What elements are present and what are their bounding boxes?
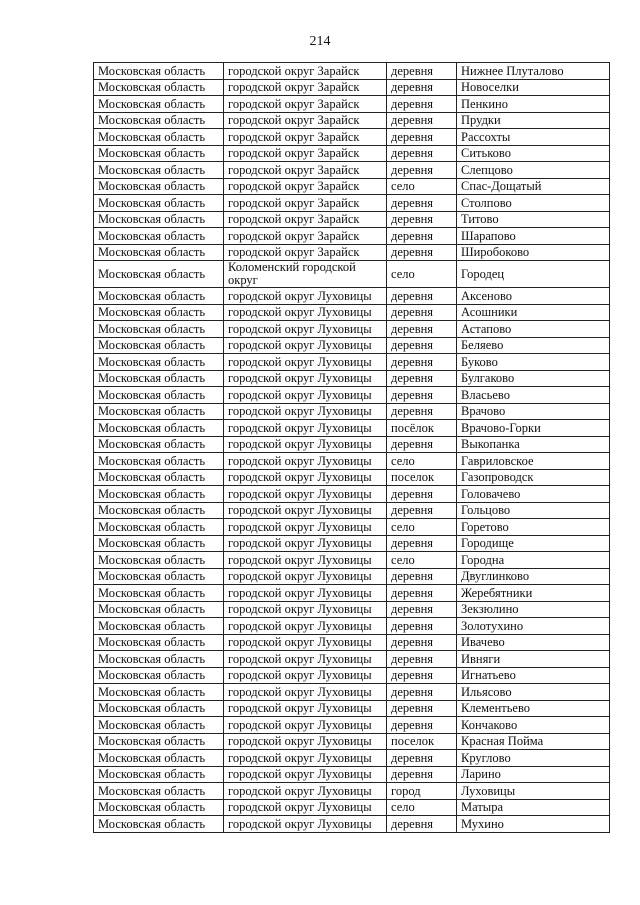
table-row: [94, 321, 610, 338]
settlement-type-cell: деревня: [387, 651, 457, 668]
region-cell: Московская область: [94, 502, 224, 519]
settlement-name-cell: Шарапово: [457, 228, 610, 245]
settlement-name-cell: Кончаково: [457, 717, 610, 734]
settlement-name-cell: Слепцово: [457, 162, 610, 179]
region-cell: Московская область: [94, 552, 224, 569]
table-row: [94, 552, 610, 569]
district-cell: городской округ Луховицы: [224, 816, 387, 833]
settlement-name-cell: Гавриловское: [457, 453, 610, 470]
settlement-type-cell: деревня: [387, 568, 457, 585]
district-cell: городской округ Луховицы: [224, 469, 387, 486]
settlement-name-cell: Горетово: [457, 519, 610, 536]
settlement-name-cell: Гольцово: [457, 502, 610, 519]
region-cell: Московская область: [94, 568, 224, 585]
district-cell: городской округ Зарайск: [224, 145, 387, 162]
table-row: [94, 469, 610, 486]
table-row: [94, 79, 610, 96]
district-cell: городской округ Зарайск: [224, 79, 387, 96]
page-number: 214: [309, 34, 331, 49]
settlement-type-cell: село: [387, 178, 457, 195]
settlement-type-cell: деревня: [387, 403, 457, 420]
table-row: [94, 585, 610, 602]
region-cell: Московская область: [94, 370, 224, 387]
settlement-type-cell: село: [387, 799, 457, 816]
district-cell: городской округ Зарайск: [224, 228, 387, 245]
region-cell: Московская область: [94, 486, 224, 503]
district-cell: городской округ Луховицы: [224, 651, 387, 668]
settlement-name-cell: Буково: [457, 354, 610, 371]
table-row: [94, 195, 610, 212]
region-cell: Московская область: [94, 354, 224, 371]
table-row: [94, 700, 610, 717]
district-cell: городской округ Луховицы: [224, 519, 387, 536]
district-cell: городской округ Луховицы: [224, 403, 387, 420]
table-row: [94, 618, 610, 635]
district-cell: городской округ Зарайск: [224, 211, 387, 228]
region-cell: Московская область: [94, 519, 224, 536]
settlement-name-cell: Клементьево: [457, 700, 610, 717]
settlement-type-cell: деревня: [387, 684, 457, 701]
table-row: [94, 799, 610, 816]
district-cell: городской округ Луховицы: [224, 684, 387, 701]
table-row: [94, 145, 610, 162]
settlement-type-cell: деревня: [387, 228, 457, 245]
region-cell: Московская область: [94, 684, 224, 701]
settlement-name-cell: Зекзюлино: [457, 601, 610, 618]
region-cell: Московская область: [94, 667, 224, 684]
settlement-type-cell: деревня: [387, 304, 457, 321]
settlement-type-cell: деревня: [387, 354, 457, 371]
region-cell: Московская область: [94, 717, 224, 734]
settlement-name-cell: Круглово: [457, 750, 610, 767]
settlement-name-cell: Пенкино: [457, 96, 610, 113]
settlement-name-cell: Власьево: [457, 387, 610, 404]
region-cell: Московская область: [94, 436, 224, 453]
region-cell: Московская область: [94, 288, 224, 305]
settlement-name-cell: Мухино: [457, 816, 610, 833]
settlement-type-cell: село: [387, 519, 457, 536]
district-cell: городской округ Луховицы: [224, 535, 387, 552]
region-cell: Московская область: [94, 178, 224, 195]
settlement-type-cell: деревня: [387, 816, 457, 833]
region-cell: Московская область: [94, 799, 224, 816]
settlement-name-cell: Титово: [457, 211, 610, 228]
settlement-name-cell: Асошники: [457, 304, 610, 321]
settlement-type-cell: деревня: [387, 717, 457, 734]
settlement-type-cell: поселок: [387, 469, 457, 486]
region-cell: Московская область: [94, 261, 224, 288]
district-cell: городской округ Луховицы: [224, 420, 387, 437]
region-cell: Московская область: [94, 634, 224, 651]
table-row: [94, 261, 610, 288]
region-cell: Московская область: [94, 469, 224, 486]
settlement-type-cell: город: [387, 783, 457, 800]
region-cell: Московская область: [94, 195, 224, 212]
settlement-name-cell: Рассохты: [457, 129, 610, 146]
settlement-name-cell: Аксеново: [457, 288, 610, 305]
district-cell: городской округ Зарайск: [224, 96, 387, 113]
district-cell: городской округ Зарайск: [224, 112, 387, 129]
settlement-type-cell: деревня: [387, 370, 457, 387]
region-cell: Московская область: [94, 816, 224, 833]
district-cell: городской округ Луховицы: [224, 766, 387, 783]
settlement-type-cell: деревня: [387, 129, 457, 146]
district-cell: городской округ Луховицы: [224, 750, 387, 767]
settlement-type-cell: деревня: [387, 288, 457, 305]
region-cell: Московская область: [94, 63, 224, 80]
district-cell: городской округ Луховицы: [224, 585, 387, 602]
table-row: [94, 519, 610, 536]
settlements-table-body: [94, 63, 610, 833]
settlement-type-cell: деревня: [387, 211, 457, 228]
settlement-name-cell: Городище: [457, 535, 610, 552]
settlement-type-cell: деревня: [387, 502, 457, 519]
table-row: [94, 420, 610, 437]
settlements-table: [93, 62, 610, 833]
table-row: [94, 717, 610, 734]
settlement-name-cell: Ивачево: [457, 634, 610, 651]
district-cell: городской округ Луховицы: [224, 288, 387, 305]
district-cell: городской округ Луховицы: [224, 486, 387, 503]
settlement-type-cell: деревня: [387, 486, 457, 503]
region-cell: Московская область: [94, 96, 224, 113]
region-cell: Московская область: [94, 129, 224, 146]
district-cell: городской округ Луховицы: [224, 552, 387, 569]
table-row: [94, 162, 610, 179]
table-row: [94, 354, 610, 371]
district-cell: городской округ Зарайск: [224, 178, 387, 195]
district-cell: городской округ Луховицы: [224, 700, 387, 717]
district-cell: городской округ Луховицы: [224, 733, 387, 750]
table-row: [94, 244, 610, 261]
district-cell: городской округ Зарайск: [224, 195, 387, 212]
table-row: [94, 453, 610, 470]
region-cell: Московская область: [94, 321, 224, 338]
region-cell: Московская область: [94, 403, 224, 420]
settlement-name-cell: Жеребятники: [457, 585, 610, 602]
table-row: [94, 651, 610, 668]
settlement-type-cell: село: [387, 552, 457, 569]
district-cell: городской округ Луховицы: [224, 783, 387, 800]
region-cell: Московская область: [94, 304, 224, 321]
table-row: [94, 436, 610, 453]
district-cell: городской округ Луховицы: [224, 502, 387, 519]
table-row: [94, 178, 610, 195]
settlement-type-cell: деревня: [387, 700, 457, 717]
district-cell: городской округ Луховицы: [224, 453, 387, 470]
settlement-name-cell: Луховицы: [457, 783, 610, 800]
settlement-name-cell: Ильясово: [457, 684, 610, 701]
settlement-name-cell: Головачево: [457, 486, 610, 503]
settlement-name-cell: Врачово-Горки: [457, 420, 610, 437]
settlement-type-cell: деревня: [387, 634, 457, 651]
region-cell: Московская область: [94, 387, 224, 404]
district-cell: городской округ Зарайск: [224, 129, 387, 146]
settlement-type-cell: деревня: [387, 601, 457, 618]
region-cell: Московская область: [94, 211, 224, 228]
region-cell: Московская область: [94, 700, 224, 717]
settlement-type-cell: деревня: [387, 387, 457, 404]
settlement-type-cell: деревня: [387, 63, 457, 80]
settlement-type-cell: поселок: [387, 733, 457, 750]
settlement-type-cell: деревня: [387, 535, 457, 552]
district-cell: городской округ Луховицы: [224, 601, 387, 618]
district-cell: городской округ Луховицы: [224, 667, 387, 684]
settlement-type-cell: село: [387, 453, 457, 470]
settlement-type-cell: деревня: [387, 96, 457, 113]
district-cell: Коломенский городской округ: [224, 261, 387, 288]
table-row: [94, 568, 610, 585]
settlement-type-cell: село: [387, 261, 457, 288]
settlement-name-cell: Нижнее Плуталово: [457, 63, 610, 80]
settlement-name-cell: Ивняги: [457, 651, 610, 668]
settlement-name-cell: Спас-Дощатый: [457, 178, 610, 195]
region-cell: Московская область: [94, 162, 224, 179]
region-cell: Московская область: [94, 79, 224, 96]
settlement-type-cell: деревня: [387, 244, 457, 261]
region-cell: Московская область: [94, 337, 224, 354]
settlement-type-cell: деревня: [387, 337, 457, 354]
table-row: [94, 634, 610, 651]
table-row: [94, 535, 610, 552]
region-cell: Московская область: [94, 783, 224, 800]
settlement-name-cell: Выкопанка: [457, 436, 610, 453]
table-row: [94, 486, 610, 503]
settlement-name-cell: Ситьково: [457, 145, 610, 162]
region-cell: Московская область: [94, 244, 224, 261]
district-cell: городской округ Луховицы: [224, 717, 387, 734]
district-cell: городской округ Луховицы: [224, 370, 387, 387]
settlement-type-cell: деревня: [387, 195, 457, 212]
table-row: [94, 304, 610, 321]
settlement-type-cell: деревня: [387, 321, 457, 338]
settlement-type-cell: деревня: [387, 145, 457, 162]
settlement-name-cell: Булгаково: [457, 370, 610, 387]
district-cell: городской округ Луховицы: [224, 568, 387, 585]
district-cell: городской округ Зарайск: [224, 63, 387, 80]
district-cell: городской округ Луховицы: [224, 304, 387, 321]
settlement-name-cell: Прудки: [457, 112, 610, 129]
settlement-type-cell: деревня: [387, 112, 457, 129]
table-row: [94, 288, 610, 305]
district-cell: городской округ Луховицы: [224, 337, 387, 354]
region-cell: Московская область: [94, 535, 224, 552]
district-cell: городской округ Зарайск: [224, 244, 387, 261]
table-row: [94, 684, 610, 701]
table-row: [94, 228, 610, 245]
settlement-type-cell: деревня: [387, 436, 457, 453]
district-cell: городской округ Луховицы: [224, 387, 387, 404]
settlement-type-cell: деревня: [387, 585, 457, 602]
settlement-type-cell: посёлок: [387, 420, 457, 437]
region-cell: Московская область: [94, 601, 224, 618]
region-cell: Московская область: [94, 420, 224, 437]
region-cell: Московская область: [94, 733, 224, 750]
region-cell: Московская область: [94, 453, 224, 470]
district-cell: городской округ Луховицы: [224, 618, 387, 635]
settlement-name-cell: Городец: [457, 261, 610, 288]
table-row: [94, 783, 610, 800]
settlement-name-cell: Газопроводск: [457, 469, 610, 486]
district-cell: городской округ Луховицы: [224, 799, 387, 816]
table-row: [94, 766, 610, 783]
settlement-type-cell: деревня: [387, 79, 457, 96]
settlement-type-cell: деревня: [387, 618, 457, 635]
region-cell: Московская область: [94, 145, 224, 162]
region-cell: Московская область: [94, 618, 224, 635]
settlement-name-cell: Врачово: [457, 403, 610, 420]
settlement-name-cell: Матыра: [457, 799, 610, 816]
region-cell: Московская область: [94, 228, 224, 245]
table-row: [94, 667, 610, 684]
settlement-name-cell: Игнатьево: [457, 667, 610, 684]
settlement-name-cell: Двуглинково: [457, 568, 610, 585]
settlement-name-cell: Городна: [457, 552, 610, 569]
region-cell: Московская область: [94, 651, 224, 668]
table-row: [94, 96, 610, 113]
region-cell: Московская область: [94, 585, 224, 602]
region-cell: Московская область: [94, 750, 224, 767]
table-row: [94, 816, 610, 833]
settlement-type-cell: деревня: [387, 750, 457, 767]
settlement-name-cell: Столпово: [457, 195, 610, 212]
settlement-name-cell: Ларино: [457, 766, 610, 783]
district-cell: городской округ Луховицы: [224, 436, 387, 453]
settlement-type-cell: деревня: [387, 162, 457, 179]
settlement-type-cell: деревня: [387, 667, 457, 684]
table-row: [94, 502, 610, 519]
region-cell: Московская область: [94, 112, 224, 129]
table-row: [94, 211, 610, 228]
table-row: [94, 750, 610, 767]
district-cell: городской округ Луховицы: [224, 634, 387, 651]
district-cell: городской округ Зарайск: [224, 162, 387, 179]
table-row: [94, 387, 610, 404]
table-row: [94, 63, 610, 80]
settlement-name-cell: Красная Пойма: [457, 733, 610, 750]
district-cell: городской округ Луховицы: [224, 354, 387, 371]
table-row: [94, 733, 610, 750]
settlement-type-cell: деревня: [387, 766, 457, 783]
settlement-name-cell: Астапово: [457, 321, 610, 338]
district-cell: городской округ Луховицы: [224, 321, 387, 338]
table-row: [94, 403, 610, 420]
table-row: [94, 129, 610, 146]
settlement-name-cell: Золотухино: [457, 618, 610, 635]
table-row: [94, 337, 610, 354]
table-row: [94, 370, 610, 387]
region-cell: Московская область: [94, 766, 224, 783]
table-row: [94, 112, 610, 129]
table-row: [94, 601, 610, 618]
settlement-name-cell: Широбоково: [457, 244, 610, 261]
settlement-name-cell: Беляево: [457, 337, 610, 354]
settlement-name-cell: Новоселки: [457, 79, 610, 96]
